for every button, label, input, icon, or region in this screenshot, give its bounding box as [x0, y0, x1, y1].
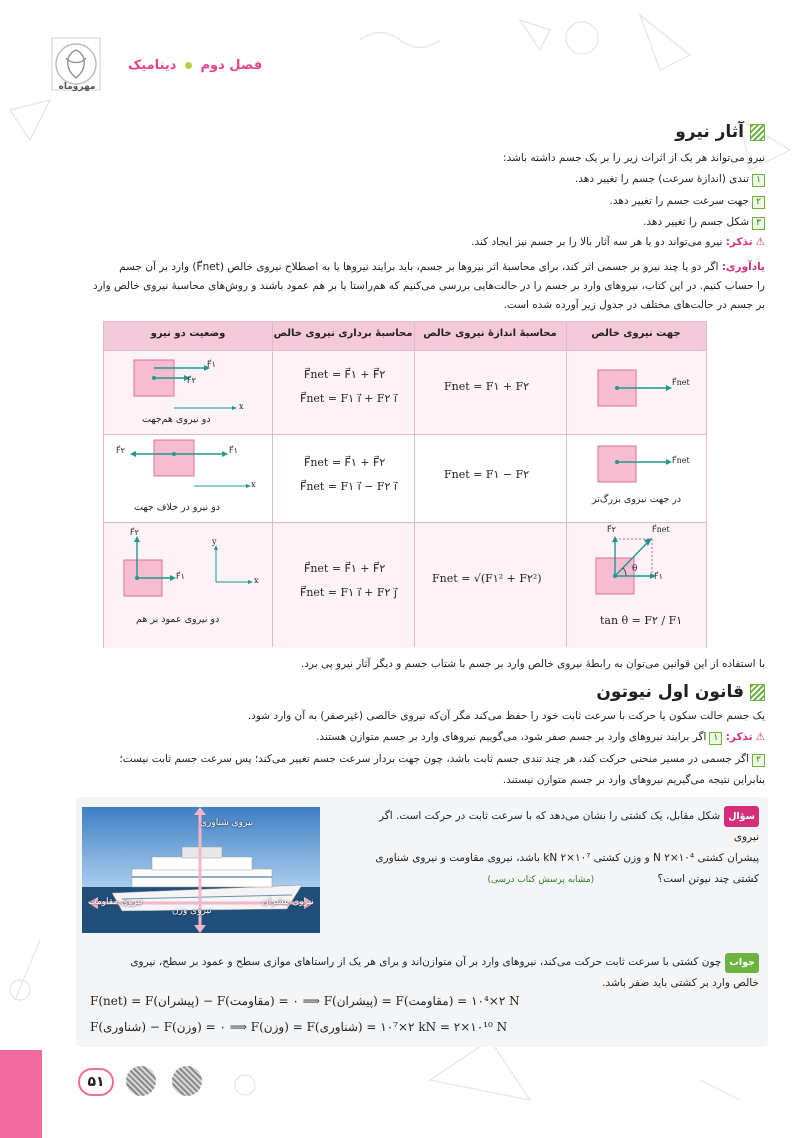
- item-text: شکل جسم را تغییر دهد.: [643, 216, 749, 228]
- answer-text: [69, 952, 759, 993]
- answer-formula-vertical: F(شناوری) − F(وزن) = ۰ ⟹ F(وزن) = F(شناوری) = ۲×۱۰⁷ kN = ۲×۱۰¹⁰ N: [90, 1020, 508, 1034]
- note-tag: ⚠ تذکر:: [726, 731, 765, 743]
- question-line: پیشران کشتی N ۲×۱۰⁴ و وزن کشتی kN ۲×۱۰⁷ باشد، نیروی مقاومت و نیروی شناوری: [375, 852, 759, 864]
- section-title-text: قانون اول نیوتون: [596, 682, 744, 702]
- net-direction-diagram: [566, 522, 706, 648]
- f2-label: F⃗۲: [130, 528, 139, 537]
- table-header-cell: محاسبهٔ برداری نیروی خالص: [273, 328, 413, 339]
- item-number: ۲: [752, 196, 765, 209]
- x-axis-label: x: [254, 576, 259, 585]
- list-item: [609, 195, 765, 209]
- reminder-line: را حساب کنیم. در این کتاب، نیروهای وارد بر جسم را در حالت‌هایی بررسی می‌کنیم که هم‌راستا یا بر هم عمود باشند و روش‌های محاسبهٔ نیروی خالص وارد: [92, 280, 765, 292]
- note-line: بنابراین نتیجه می‌گیریم نیروهای وارد بر جسم متوازن نیستند.: [502, 774, 765, 786]
- f1-label: F⃗۱: [176, 572, 185, 581]
- question-text: [359, 806, 759, 891]
- item-text: تندی (اندازهٔ سرعت) جسم را تغییر دهد.: [574, 173, 749, 185]
- y-axis-label: y: [212, 537, 217, 546]
- chapter-label: فصل دوم: [200, 58, 263, 73]
- x-axis-label: x: [251, 480, 256, 489]
- table-header-cell: وضعیت دو نیرو: [150, 328, 226, 339]
- reminder-tag: یادآوری:: [721, 261, 765, 273]
- decorative-ball-icon: [126, 1066, 156, 1096]
- reminder-line: بر جسم در حالت‌های مختلف در جدول زیر آورده شده است.: [503, 299, 765, 311]
- state-caption: دو نیرو در خلاف جهت: [134, 502, 221, 513]
- after-table-text: با استفاده از این قوانین می‌توان به رابطهٔ نیروی خالص وارد بر جسم با شتاب جسم و دیگر آثار نیرو پی برد.: [300, 658, 765, 670]
- vector-formula: F⃗net = F⃗۱ + F⃗۲: [304, 368, 386, 381]
- left-color-stripe: [0, 1050, 42, 1138]
- table-divider: [414, 322, 415, 647]
- net-direction-diagram: [566, 350, 706, 434]
- magnitude-formula: Fnet = F۱ − F۲: [444, 468, 530, 481]
- intro-line: نیرو می‌تواند هر یک از اثرات زیر را بر یک جسم داشته باشد:: [503, 152, 765, 164]
- vector-formula: F⃗net = F۱ i⃗ − F۲ i⃗: [300, 480, 397, 493]
- note-tag: ⚠ تذکر:: [726, 236, 765, 248]
- direction-caption: در جهت نیروی بزرگ‌تر: [592, 494, 682, 505]
- item-number: ۱: [752, 174, 765, 187]
- section-marker-icon: [750, 684, 765, 701]
- note-text: اگر برایند نیروهای وارد بر جسم صفر شود، می‌گوییم نیروهای وارد بر جسم متوازن هستند.: [316, 731, 707, 743]
- weight-label: نیروی وزن: [172, 906, 212, 916]
- table-header-cell: جهت نیروی خالص: [591, 328, 681, 339]
- note-text: اگر جسمی در مسیر منحنی حرکت کند، هر چند تندی جسم ثابت باشد، چون جهت بردار سرعت جسم تغییر می‌کند؛ پس سرعت جسم ثابت نیست؛: [119, 753, 749, 765]
- answer-formula-horizontal: F(net) = F(پیشران) − F(مقاومت) = ۰ ⟹ F(پیشران) = F(مقاومت) = ۲×۱۰⁴ N: [90, 994, 520, 1008]
- f1-label: F⃗۱: [229, 446, 238, 455]
- section-title-effects: [675, 122, 765, 142]
- thrust-label: نیروی پیشران: [262, 897, 314, 907]
- vector-formula: F⃗net = F۱ i⃗ + F۲ j⃗: [300, 586, 397, 599]
- f1-label: F⃗۱: [654, 572, 663, 581]
- table-divider: [272, 322, 273, 647]
- x-axis-label: x: [239, 402, 244, 411]
- f2-label: F⃗۲: [187, 376, 196, 385]
- theta-label: θ: [632, 564, 638, 574]
- section-title-text: آثار نیرو: [675, 122, 744, 142]
- f1-label: F⃗۱: [207, 360, 216, 369]
- note-line: [471, 236, 765, 248]
- f2-label: F⃗۲: [607, 525, 616, 534]
- perpendicular-diagram: [104, 522, 272, 648]
- reminder-line: اگر دو یا چند نیرو بر جسمی اثر کند، برای محاسبهٔ اثر نیروها بر جسم، باید برایند نیروها یا به اصطلاح نیروی خالص (F⃗net) وارد بر آن جسم: [119, 261, 719, 273]
- note-line: [316, 731, 765, 745]
- state-caption: دو نیروی هم‌جهت: [142, 414, 211, 425]
- section-marker-icon: [750, 124, 765, 141]
- newton-law-text: یک جسم حالت سکون یا حرکت با سرعت ثابت خود را حفظ می‌کند مگر آن‌که نیروی خالصی (غیرصفر) به آن وارد شود.: [247, 710, 765, 722]
- table-header-cell: محاسبهٔ اندازهٔ نیروی خالص: [423, 328, 557, 339]
- item-text: جهت سرعت جسم را تغییر دهد.: [609, 195, 749, 207]
- fnet-label: F⃗net: [672, 456, 690, 465]
- state-caption: دو نیروی عمود بر هم: [136, 614, 220, 625]
- note-text: نیرو می‌تواند دو یا هر سه آثار بالا را بر جسم نیز ایجاد کند.: [471, 236, 723, 248]
- fnet-label: F⃗net: [672, 378, 690, 387]
- note-number: ۲: [752, 754, 765, 767]
- section-title-newton: [596, 682, 765, 702]
- note-line: [119, 753, 765, 767]
- reminder-paragraph: [35, 258, 765, 315]
- buoyancy-label: نیروی شناوری: [200, 818, 254, 828]
- magnitude-formula: Fnet = F۱ + F۲: [444, 380, 530, 393]
- answer-badge: جواب: [725, 953, 759, 973]
- vector-formula: F⃗net = F⃗۱ + F⃗۲: [304, 456, 386, 469]
- resistance-label: نیروی مقاومت: [88, 897, 143, 907]
- list-item: [575, 173, 765, 187]
- f2-label: F⃗۲: [116, 446, 125, 455]
- net-direction-diagram: [566, 434, 706, 522]
- topic-label: دینامیک: [128, 58, 177, 73]
- answer-line: چون کشتی با سرعت ثابت حرکت می‌کند، نیروهای وارد بر آن متوازن‌اند و برای هر یک از راستاهای موازی سطح و عمود بر سطح، نیروی: [130, 956, 722, 968]
- decorative-ball-icon: [172, 1066, 202, 1096]
- page-number: ۵۱: [78, 1068, 114, 1096]
- fnet-label: F⃗net: [652, 525, 670, 534]
- question-line: شکل مقابل، یک کشتی را نشان می‌دهد که با سرعت ثابت در حرکت است. اگر نیروی: [378, 810, 759, 843]
- answer-line: خالص وارد بر کشتی باید صفر باشد.: [602, 977, 759, 989]
- magnitude-formula: Fnet = √(F۱² + F۲²): [432, 572, 542, 585]
- vector-formula: F⃗net = F⃗۱ + F⃗۲: [304, 562, 386, 575]
- question-source: (مشابه پرسش کتاب درسی): [487, 875, 595, 885]
- note-number: ۱: [709, 732, 722, 745]
- question-badge: سؤال: [724, 806, 759, 827]
- logo-text: مهروماه: [58, 82, 96, 92]
- net-force-table: [103, 321, 707, 648]
- vector-formula: F⃗net = F۱ i⃗ + F۲ i⃗: [300, 392, 397, 405]
- question-line: کشتی چند نیوتن است؟: [657, 873, 759, 885]
- tan-theta-formula: tan θ = F۲ / F۱: [600, 614, 683, 627]
- chapter-header: [128, 58, 262, 73]
- list-item: [643, 216, 765, 230]
- item-number: ۳: [752, 217, 765, 230]
- header-dot-icon: [185, 62, 192, 69]
